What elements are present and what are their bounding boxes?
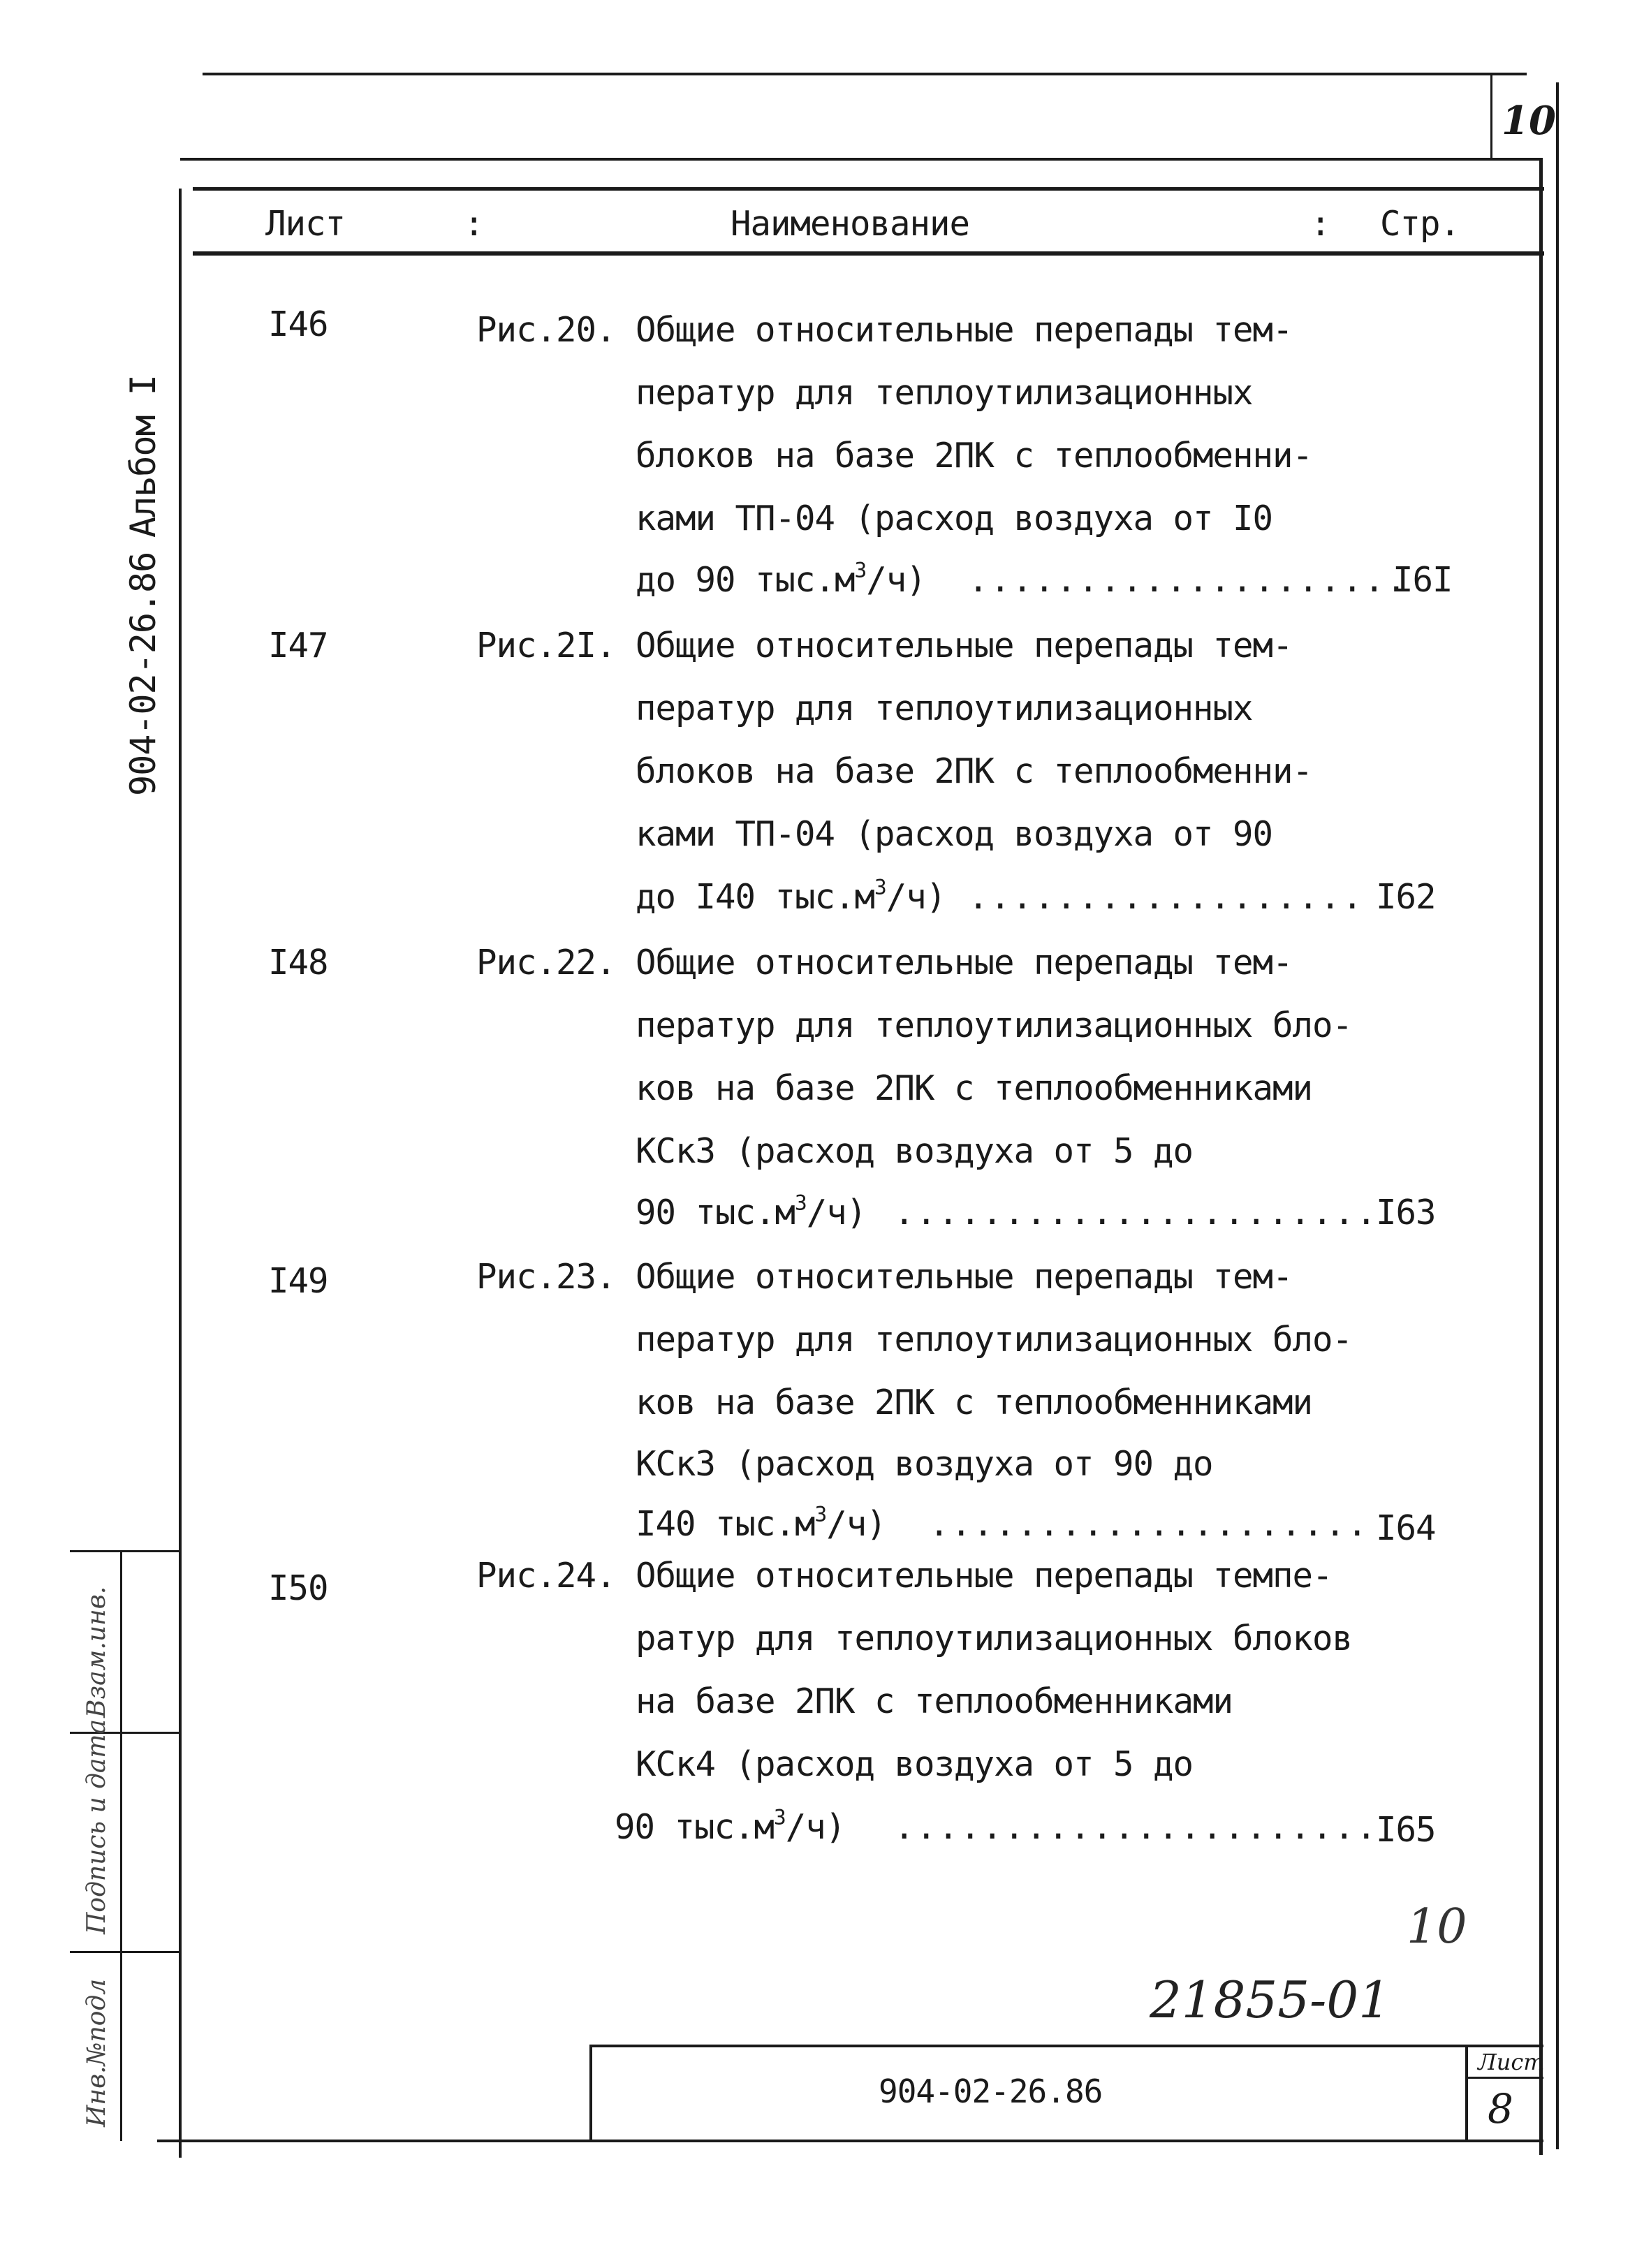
entry-figure-label: Рис.20. [476,310,616,350]
entry-line: ков на базе 2ПК с теплообменниками [636,1383,1313,1422]
entry-figure-label: Рис.22. [476,943,616,982]
entry-last-line: до 90 $тыс.м^3/ч$) [636,558,926,600]
entry-line: Общие относительные перепады тем- [636,1257,1293,1297]
frame-right-line-outer [1556,82,1559,2149]
title-block-designation: 904-02-26.86 [879,2072,1103,2110]
entry-last-line: 90 $тыс.м^3/ч$) [615,1805,846,1847]
frame-top-line [180,158,1542,161]
entry-line: ператур для теплоутилизационных [636,373,1253,413]
entry-line: КСк4 (расход воздуха от 5 до [636,1744,1194,1784]
entry-line: КСк3 (расход воздуха от 5 до [636,1131,1194,1171]
left-stamp-inner-vline [120,1550,122,2141]
entry-figure-label: Рис.23. [476,1257,616,1297]
handwritten-code: 21855-01 [1150,1971,1390,2029]
entry-line: Общие относительные перепады темпе- [636,1556,1333,1596]
entry-line: КСк3 (расход воздуха от 90 до [636,1444,1213,1484]
entry-line: блоков на базе 2ПК с теплообменни- [636,436,1313,476]
entry-line: ратур для теплоутилизационных блоков [636,1619,1353,1658]
entry-line: Общие относительные перепады тем- [636,310,1293,350]
entry-page-number: I65 [1376,1810,1436,1850]
entry-line: Общие относительные перепады тем- [636,943,1293,982]
left-stamp-top-line [70,1550,182,1552]
entry-line: ков на базе 2ПК с теплообменниками [636,1068,1313,1108]
entry-dot-leader: ...................... [894,1807,1379,1847]
entry-dot-leader: .................... [968,560,1409,600]
entry-dot-leader: .................. [968,877,1365,917]
entry-line: ператур для теплоутилизационных бло- [636,1320,1353,1360]
side-document-code: 904-02-26.86 [123,552,163,796]
left-stamp-cell-original-inv: Инв.№подл [82,1978,111,2127]
entry-page-number: I6I [1393,560,1453,600]
entry-page-number: I62 [1376,877,1436,917]
frame-left-line [179,189,182,2158]
entry-dot-leader: .................... [929,1504,1370,1544]
entry-sheet-number: I46 [268,304,328,344]
title-block-top-line [591,2045,1543,2047]
header-bottom-rule [193,251,1544,256]
frame-right-line [1539,158,1543,2155]
page-box-left-line [1490,75,1492,158]
entry-line: на базе 2ПК с теплообменниками [636,1681,1233,1721]
entry-sheet-number: I47 [268,626,328,665]
entry-page-number: I64 [1376,1508,1436,1548]
entry-sheet-number: I48 [268,943,328,982]
title-block-sheet-hline [1467,2077,1543,2079]
left-stamp-hline-2 [70,1951,182,1953]
frame-bottom-line [157,2140,1543,2142]
entry-line: блоков на базе 2ПК с теплообменни- [636,751,1313,791]
entry-sheet-number: I50 [268,1568,328,1608]
header-sep-2: : [1310,204,1330,244]
handwritten-page-number: 10 [1407,1899,1467,1954]
header-top-rule [193,187,1544,191]
entry-last-line: до I40 $тыс.м^3/ч$) [636,875,946,917]
entry-line: ператур для теплоутилизационных бло- [636,1006,1353,1045]
title-block-sheet-divider [1465,2045,1468,2141]
entry-line: ператур для теплоутилизационных [636,688,1253,728]
header-col-page: Стр. [1380,204,1460,244]
title-block-sheet-number: 8 [1488,2085,1513,2133]
top-page-number: 10 [1502,98,1556,144]
title-block-left-line [589,2045,592,2141]
left-stamp-cell-replaced-inv: Взам.инв. [82,1586,111,1718]
entry-last-line: 90 $тыс.м^3/ч$) [636,1191,867,1232]
left-stamp-cell-signature-date: Подпись и дата [82,1719,111,1934]
entry-figure-label: Рис.24. [476,1556,616,1596]
entry-line: Общие относительные перепады тем- [636,626,1293,665]
header-col-sheet: Лист [265,204,346,244]
header-sep-1: : [464,204,484,244]
entry-last-line: I40 $тыс.м^3/ч$) [636,1502,886,1544]
entry-page-number: I63 [1376,1193,1436,1232]
entry-dot-leader: ...................... [894,1193,1379,1232]
entry-figure-label: Рис.2I. [476,626,616,665]
entry-line: ками ТП-04 (расход воздуха от I0 [636,499,1273,538]
entry-sheet-number: I49 [268,1261,328,1301]
entry-line: ками ТП-04 (расход воздуха от 90 [636,814,1273,854]
header-col-name: Наименование [731,204,970,244]
title-block-sheet-label: Лист [1478,2049,1545,2075]
side-album-label: Альбом I [123,375,163,538]
frame-top-line-outer [203,73,1527,75]
